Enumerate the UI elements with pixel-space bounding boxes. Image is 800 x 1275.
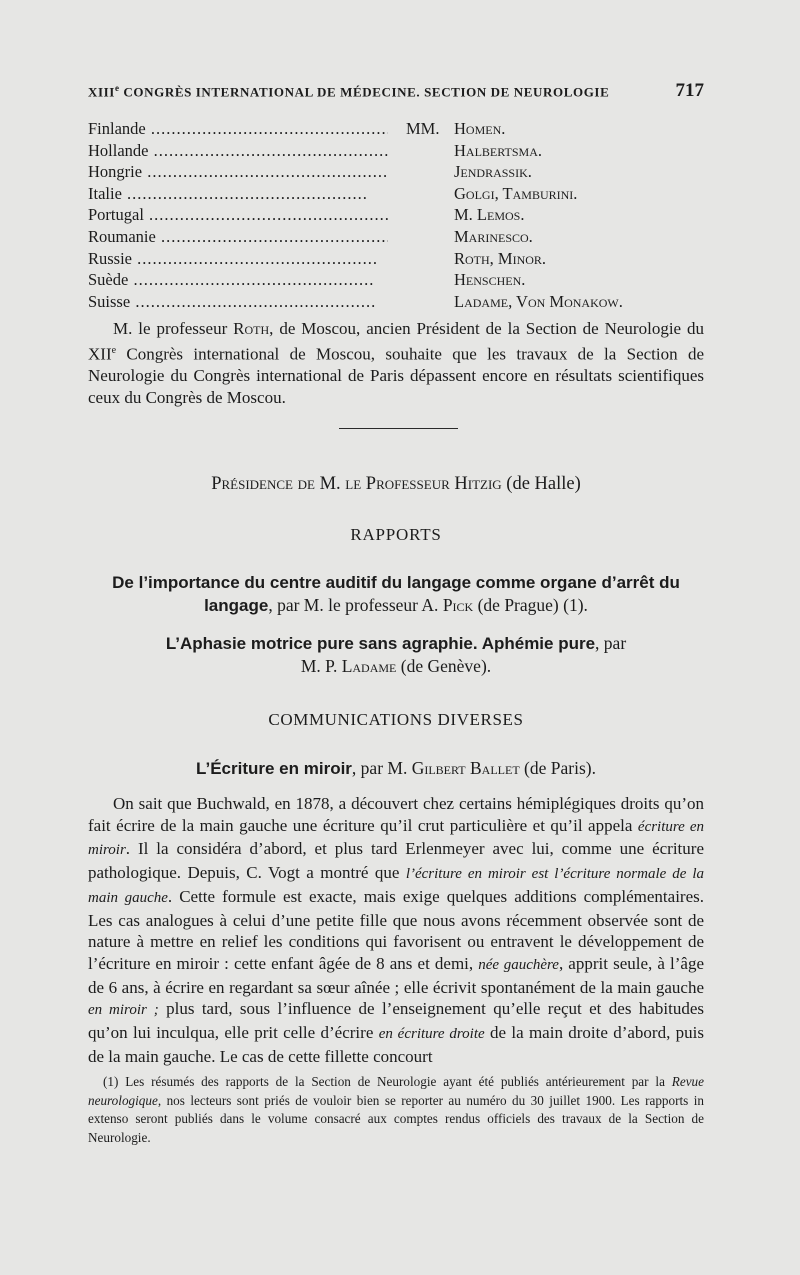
mm-prefix [406, 291, 444, 313]
mm-prefix [406, 226, 444, 248]
delegate-names: Golgi, Tamburini. [454, 183, 578, 203]
running-header [88, 80, 704, 102]
country-name: Roumanie ..... [88, 226, 388, 248]
member-row [88, 183, 704, 205]
delegate-names: Marinesco. [454, 226, 533, 246]
presidency-heading: Présidence de M. le Professeur Hitzig (de Halle) [211, 474, 581, 494]
rapport-pick: De l’importance du centre auditif du langage comme organe d’arrêt du langage, par M. le professeur A. Pick (de Prague) (1). [112, 573, 680, 615]
member-row [88, 118, 704, 140]
country-name: Russie ..... [88, 248, 388, 270]
page-number: 717 [675, 80, 704, 101]
mm-prefix [406, 161, 444, 183]
member-row [88, 161, 704, 183]
delegate-names: Roth, Minor. [454, 248, 547, 268]
footnote: (1) Les résumés des rapports de la Section de Neurologie ayant été publiés antérieurement par la Revue neurologique, nos lecteurs sont priés de vouloir bien se reporter au numéro du 30 juillet 1900. Les rapports in extenso seront publiés dans le volume consacré aux comptes rendus officiels des travaux de la Section de Neurologie. [88, 1074, 704, 1145]
mm-prefix [406, 183, 444, 205]
member-row [88, 204, 704, 226]
country-name: Suisse ..... [88, 291, 388, 313]
country-name: Suède ..... [88, 269, 388, 291]
delegate-names: Halbertsma. [454, 140, 542, 160]
rapport-ladame: L’Aphasie motrice pure sans agraphie. Aphémie pure, par M. P. Ladame (de Genève). [165, 633, 627, 676]
members-list [88, 118, 704, 312]
delegate-names: Jendrassik. [454, 162, 532, 182]
communications-heading: COMMUNICATIONS DIVERSES [268, 710, 524, 729]
member-row [88, 248, 704, 270]
country-name: Finlande ..... [88, 118, 388, 140]
mm-prefix: MM. [406, 119, 440, 138]
mm-prefix [406, 248, 444, 270]
ecriture-body: On sait que Buchwald, en 1878, a découvert chez certains hémiplégiques droits qu’on fait écrire de la main gauche une écriture qu’il crut particulière et qu’il appela écriture en miroir. Il la considéra d’abord, et plus tard Erlenmeyer avec lui, comme une écriture pathologique. Depuis, C. Vogt a montré que l’écriture en miroir est l’écriture normale de la main gauche. Cette formule est exacte, mais exige quelques additions complémentaires. Les cas analogues à celui d’une petite fille que nous avons récemment observée sont de nature à mettre en relief les conditions qui favorisent ou entravent le développement de l’écriture en miroir : cette enfant âgée de 8 ans et demi, née gauchère, apprit seule, à l’âge de 6 ans, à écrire en regardant sa sœur aînée ; elle écrivit spontanément de la main gauche en miroir ; plus tard, sous l’influence de l’enseignement qu’elle reçut et des habitudes qu’on lui inculqua, elle prit celle d’écrire en écriture droite de la main droite d’abord, puis de la main gauche. Le cas de cette fillette concourt [88, 794, 705, 1066]
separator-rule [339, 428, 458, 429]
header-title: XIIIe CONGRÈS INTERNATIONAL DE MÉDECINE. SECTION DE NEUROLOGIE [88, 82, 610, 99]
country-name: Portugal ..... [88, 204, 388, 226]
rapports-heading: RAPPORTS [350, 525, 442, 544]
delegate-names: Homen. [454, 119, 506, 138]
member-row [88, 269, 704, 291]
member-row [88, 140, 704, 162]
ecriture-title: L’Écriture en miroir, par M. Gilbert Ballet (de Paris). [196, 758, 596, 778]
country-name: Hollande ..... [88, 140, 388, 162]
mm-prefix [406, 140, 444, 162]
delegate-names: M. Lemos. [454, 205, 525, 225]
member-row [88, 291, 704, 313]
mm-prefix [406, 269, 444, 291]
roth-paragraph: M. le professeur Roth, de Moscou, ancien Président de la Section de Neurologie du XIIe Congrès international de Moscou, souhaite que les travaux de la Section de Neurologie du Congrès international de Paris dépassent encore en résultats scientifiques ceux du Congrès de Moscou. [88, 319, 704, 407]
delegate-names: Henschen. [454, 270, 526, 290]
country-name: Italie ..... [88, 183, 388, 205]
delegate-names: Ladame, Von Monakow. [454, 291, 623, 311]
country-name: Hongrie ..... [88, 161, 388, 183]
mm-prefix [406, 204, 444, 226]
member-row [88, 226, 704, 248]
